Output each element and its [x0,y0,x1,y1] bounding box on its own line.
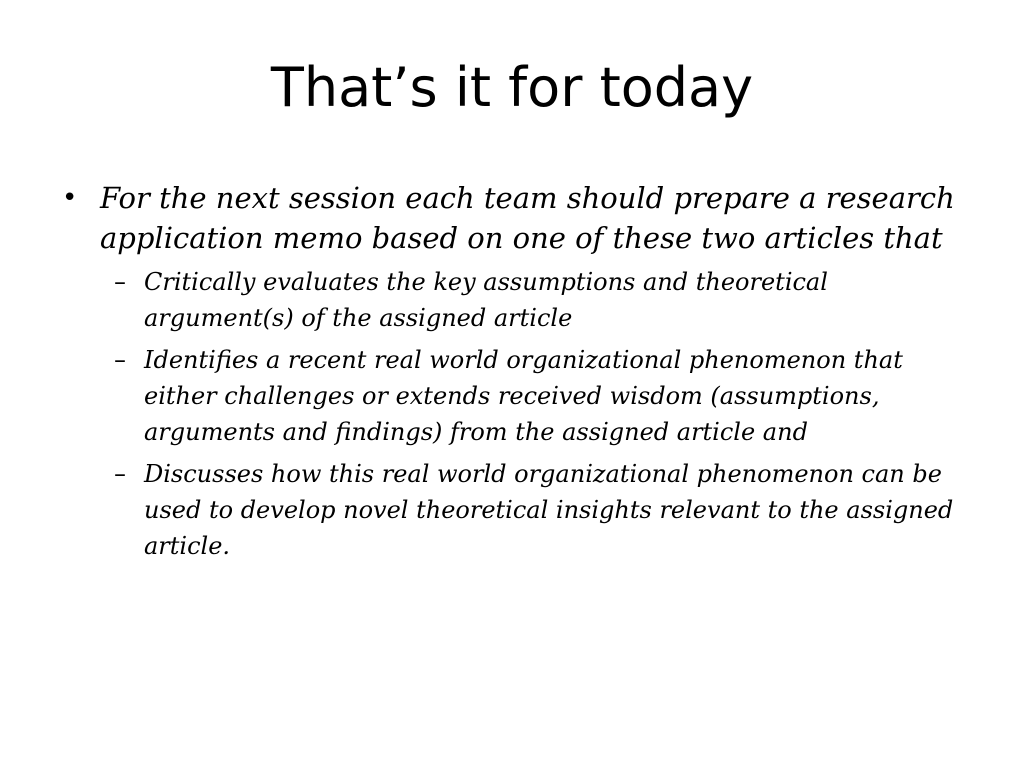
main-bullet [62,178,962,258]
sub-bullet-3 [114,456,962,564]
sub-bullet-text: Discusses how this real world organizational phenomenon can be used to develop novel theoretical insights relevant to the assigned article. [144,460,954,560]
sub-bullet-2 [114,342,962,450]
main-bullet-text: For the next session each team should prepare a research application memo based on one of these two articles that [100,181,955,255]
sub-bullet-text: Identifies a recent real world organizational phenomenon that either challenges or extends received wisdom (assumptions, arguments and findings) from the assigned article and [144,346,903,446]
sub-bullet-1 [114,264,962,336]
sub-bullet-list [114,264,962,564]
slide-body [62,178,962,570]
dash-marker: – [114,460,126,488]
sub-bullet-text: Critically evaluates the key assumptions and theoretical argument(s) of the assigned article [144,268,828,332]
dash-marker: – [114,346,126,374]
slide-title: That’s it for today [270,56,754,119]
dash-marker: – [114,268,126,296]
bullet-marker: • [62,183,78,213]
